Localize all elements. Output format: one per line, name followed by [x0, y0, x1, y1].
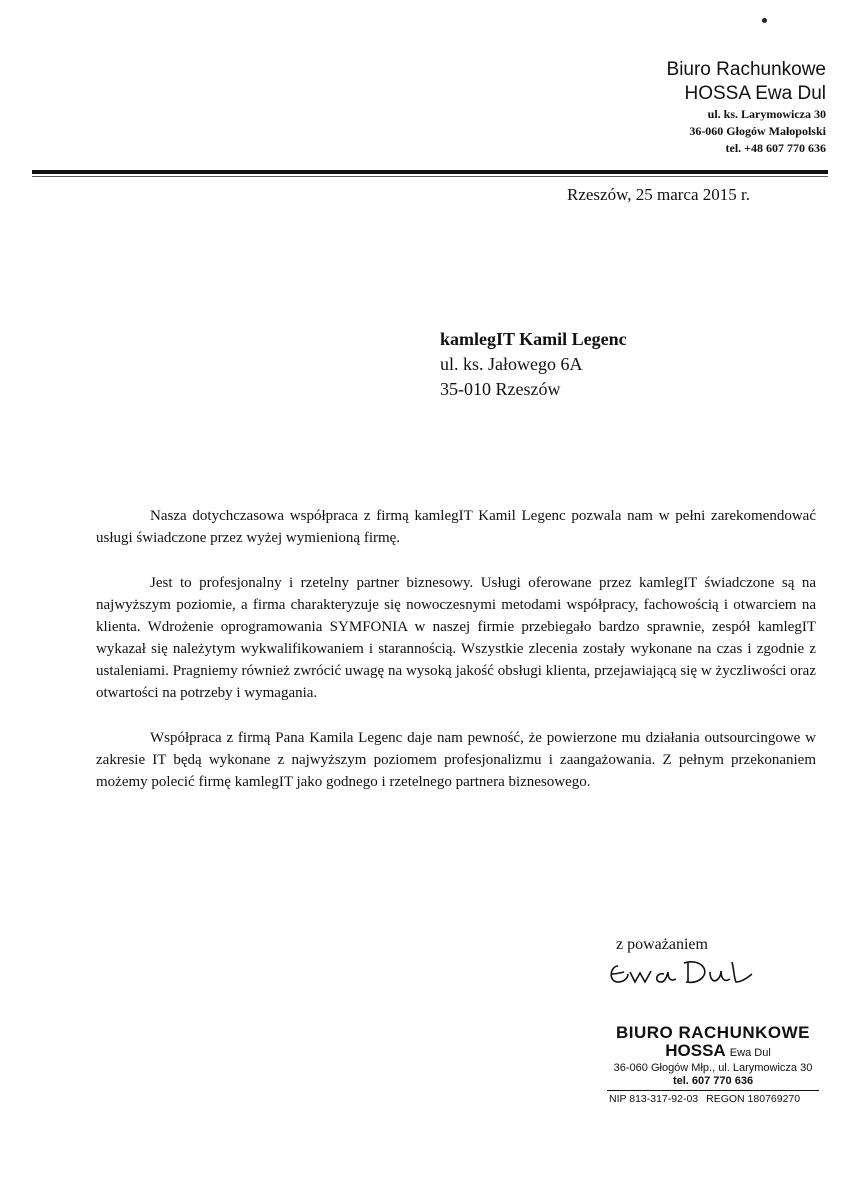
- closing-salutation: z poważaniem: [616, 936, 708, 953]
- recipient-name: kamlegIT Kamil Legenc: [440, 329, 627, 349]
- body-paragraph: Jest to profesjonalny i rzetelny partner biznesowy. Usługi oferowane przez kamlegIT świadczone są na najwyższym poziomie, a firma charakteryzuje się nowoczesnymi metodami współpracy, fachowością i otwarciem na klienta. Wdrożenie oprogramowania SYMFONIA w naszej firmie przebiegało bardzo sprawnie, zespół kamlegIT wykazał się należytym wykwalifikowaniem i starannością. Wszystkie zlecenia zostały wykonane na czas i zgodnie z ustaleniami. Pragniemy również zwrócić uwagę na wysoką jakość obsługi klienta, przejawiającą się w życzliwości oraz otwartości na potrzeby i wymagania.: [96, 575, 816, 701]
- letterhead: [667, 58, 826, 157]
- letter-body: [96, 505, 816, 816]
- letterhead-street: ul. ks. Larymowicza 30: [707, 107, 826, 121]
- letterhead-city: 36-060 Głogów Małopolski: [689, 124, 826, 138]
- letterhead-company-line2: HOSSA Ewa Dul: [684, 83, 826, 104]
- stamp-title: BIURO RACHUNKOWE: [615, 1023, 811, 1042]
- stamp-owner: Ewa Dul: [729, 1047, 771, 1059]
- letterhead-divider: [32, 170, 828, 174]
- speck-mark: [762, 18, 767, 23]
- recipient-address: [440, 327, 627, 402]
- company-stamp: [607, 1024, 819, 1106]
- stamp-company-name: HOSSA: [665, 1041, 726, 1060]
- stamp-company: [607, 1042, 819, 1062]
- stamp-divider: [607, 1090, 819, 1091]
- stamp-nip: NIP 813-317-92-03: [609, 1093, 699, 1105]
- body-paragraph: Nasza dotychczasowa współpraca z firmą kamlegIT Kamil Legenc pozwala nam w pełni zarekomendować usługi świadczone przez wyżej wymienioną firmę.: [96, 508, 816, 546]
- recipient-city: 35-010 Rzeszów: [440, 379, 561, 399]
- letterhead-phone: tel. +48 607 770 636: [725, 141, 826, 155]
- stamp-address: 36-060 Głogów Młp., ul. Larymowicza 30: [613, 1062, 813, 1074]
- stamp-regon: REGON 180769270: [706, 1093, 801, 1105]
- recipient-street: ul. ks. Jałowego 6A: [440, 354, 583, 374]
- stamp-registration: [607, 1093, 819, 1106]
- body-paragraph: Współpraca z firmą Pana Kamila Legenc daje nam pewność, że powierzone mu działania outsourcingowe w zakresie IT będą wykonane z najwyższym poziomem profesjonalizmu i zaangażowania. Z pełnym przekonaniem możemy polecić firmę kamlegIT jako godnego i rzetelnego partnera biznesowego.: [96, 730, 816, 790]
- letterhead-divider-thin: [32, 176, 828, 177]
- stamp-phone: tel. 607 770 636: [672, 1075, 754, 1087]
- letter-date: Rzeszów, 25 marca 2015 r.: [566, 185, 750, 204]
- handwritten-signature: [604, 952, 764, 992]
- letterhead-company-line1: Biuro Rachunkowe: [666, 59, 826, 80]
